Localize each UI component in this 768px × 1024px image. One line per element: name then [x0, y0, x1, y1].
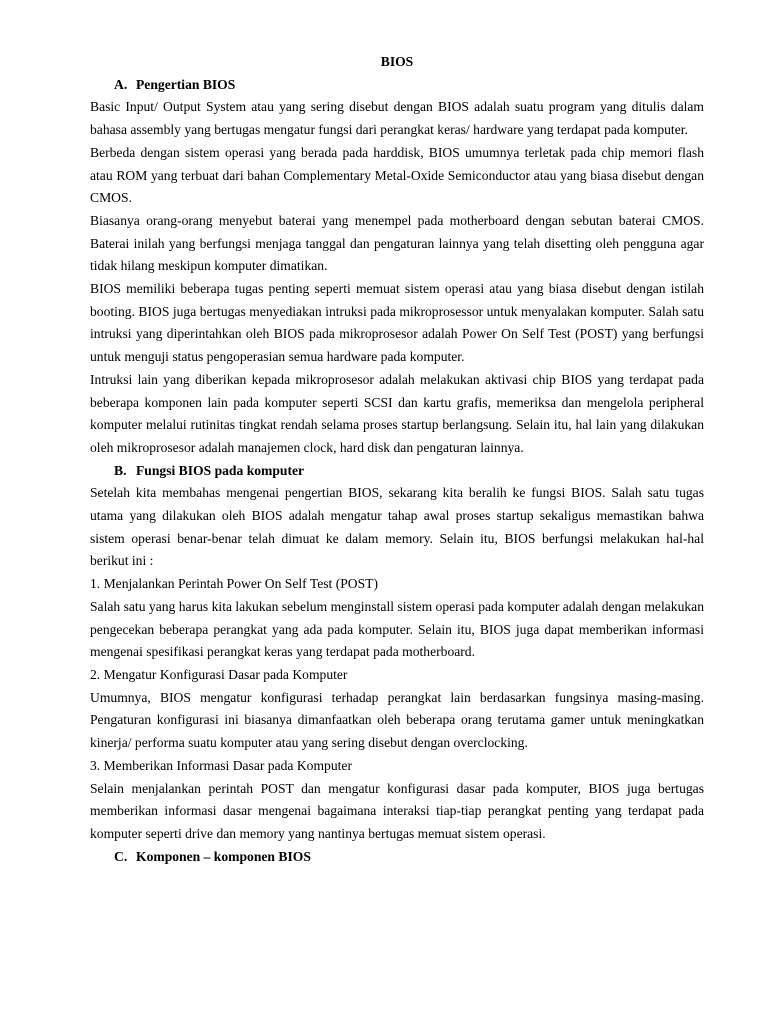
section-c-heading — [90, 846, 704, 869]
section-a-letter: A. — [114, 76, 128, 92]
paragraph: BIOS memiliki beberapa tugas penting seperti memuat sistem operasi atau yang biasa disebut dengan istilah booting. BIOS juga bertugas menyediakan intruksi pada mikroprosessor untuk menyalakan komputer. Salah satu intruksi yang diperintahkan oleh BIOS pada mikroprosesor adalah Power On Self Test (POST) yang berfungsi untuk menguji status pengoperasian semua hardware pada komputer. — [90, 281, 704, 365]
paragraph: Umumnya, BIOS mengatur konfigurasi terhadap perangkat lain berdasarkan fungsinya masing-masing. Pengaturan konfigurasi ini biasanya dimanfaatkan oleh beberapa orang terutama gamer untuk meningkatkan kinerja/ performa suatu komputer atau yang sering disebut dengan overclocking. — [90, 689, 704, 751]
section-b-heading — [90, 460, 704, 483]
paragraph: Setelah kita membahas mengenai pengertian BIOS, sekarang kita beralih ke fungsi BIOS. Salah satu tugas utama yang dilakukan oleh BIOS adalah mengatur tahap awal proses startup sekaligus memastikan bahwa sistem operasi benar-benar telah dimuat ke dalam memory. Selain itu, BIOS berfungsi melakukan hal-hal berikut ini : — [90, 485, 704, 569]
section-c-title: Komponen – komponen BIOS — [136, 848, 311, 864]
section-b-title: Fungsi BIOS pada komputer — [136, 462, 305, 478]
section-c-letter: C. — [114, 848, 128, 864]
section-b-letter: B. — [114, 462, 127, 478]
section-a-heading — [90, 74, 704, 97]
paragraph: Biasanya orang-orang menyebut baterai yang menempel pada motherboard dengan sebutan baterai CMOS. Baterai inilah yang berfungsi menjaga tanggal dan pengaturan lainnya yang telah disetting oleh pengguna agar tidak hilang meskipun komputer dimatikan. — [90, 212, 704, 274]
list-item-title: 3. Memberikan Informasi Dasar pada Komputer — [90, 757, 352, 773]
document-page — [90, 51, 704, 868]
section-a-title: Pengertian BIOS — [136, 76, 236, 92]
paragraph: Basic Input/ Output System atau yang sering disebut dengan BIOS adalah suatu program yang ditulis dalam bahasa assembly yang bertugas mengatur fungsi dari perangkat keras/ hardware yang terdapat pada komputer. — [90, 99, 704, 138]
list-item-title: 1. Menjalankan Perintah Power On Self Test (POST) — [90, 576, 378, 592]
paragraph: Intruksi lain yang diberikan kepada mikroprosesor adalah melakukan aktivasi chip BIOS yang terdapat pada beberapa komponen lain pada komputer seperti SCSI dan kartu grafis, memeriksa dan mengelola peripheral komputer melalui rutinitas tingkat rendah selama proses startup berlangsung. Selain itu, hal lain yang dilakukan oleh mikroprosesor adalah manajemen clock, hard disk dan pengaturan lainnya. — [90, 371, 704, 455]
paragraph: Selain menjalankan perintah POST dan mengatur konfigurasi dasar pada komputer, BIOS juga bertugas memberikan informasi dasar mengenai bagaimana interaksi tiap-tiap perangkat penting yang terdapat pada komputer seperti drive dan memory yang nantinya bertugas memuat sistem operasi. — [90, 780, 704, 841]
list-item-title: 2. Mengatur Konfigurasi Dasar pada Komputer — [90, 666, 348, 682]
paragraph: Salah satu yang harus kita lakukan sebelum menginstall sistem operasi pada komputer adalah dengan melakukan pengecekan beberapa perangkat yang ada pada komputer. Selain itu, BIOS juga dapat memberikan informasi mengenai spesifikasi perangkat keras yang terdapat pada motherboard. — [90, 598, 704, 660]
document-title: BIOS — [380, 54, 414, 69]
paragraph: Berbeda dengan sistem operasi yang berada pada harddisk, BIOS umumnya terletak pada chip memori flash atau ROM yang terbuat dari bahan Complementary Metal-Oxide Semiconductor atau yang biasa disebut dengan CMOS. — [90, 144, 704, 206]
